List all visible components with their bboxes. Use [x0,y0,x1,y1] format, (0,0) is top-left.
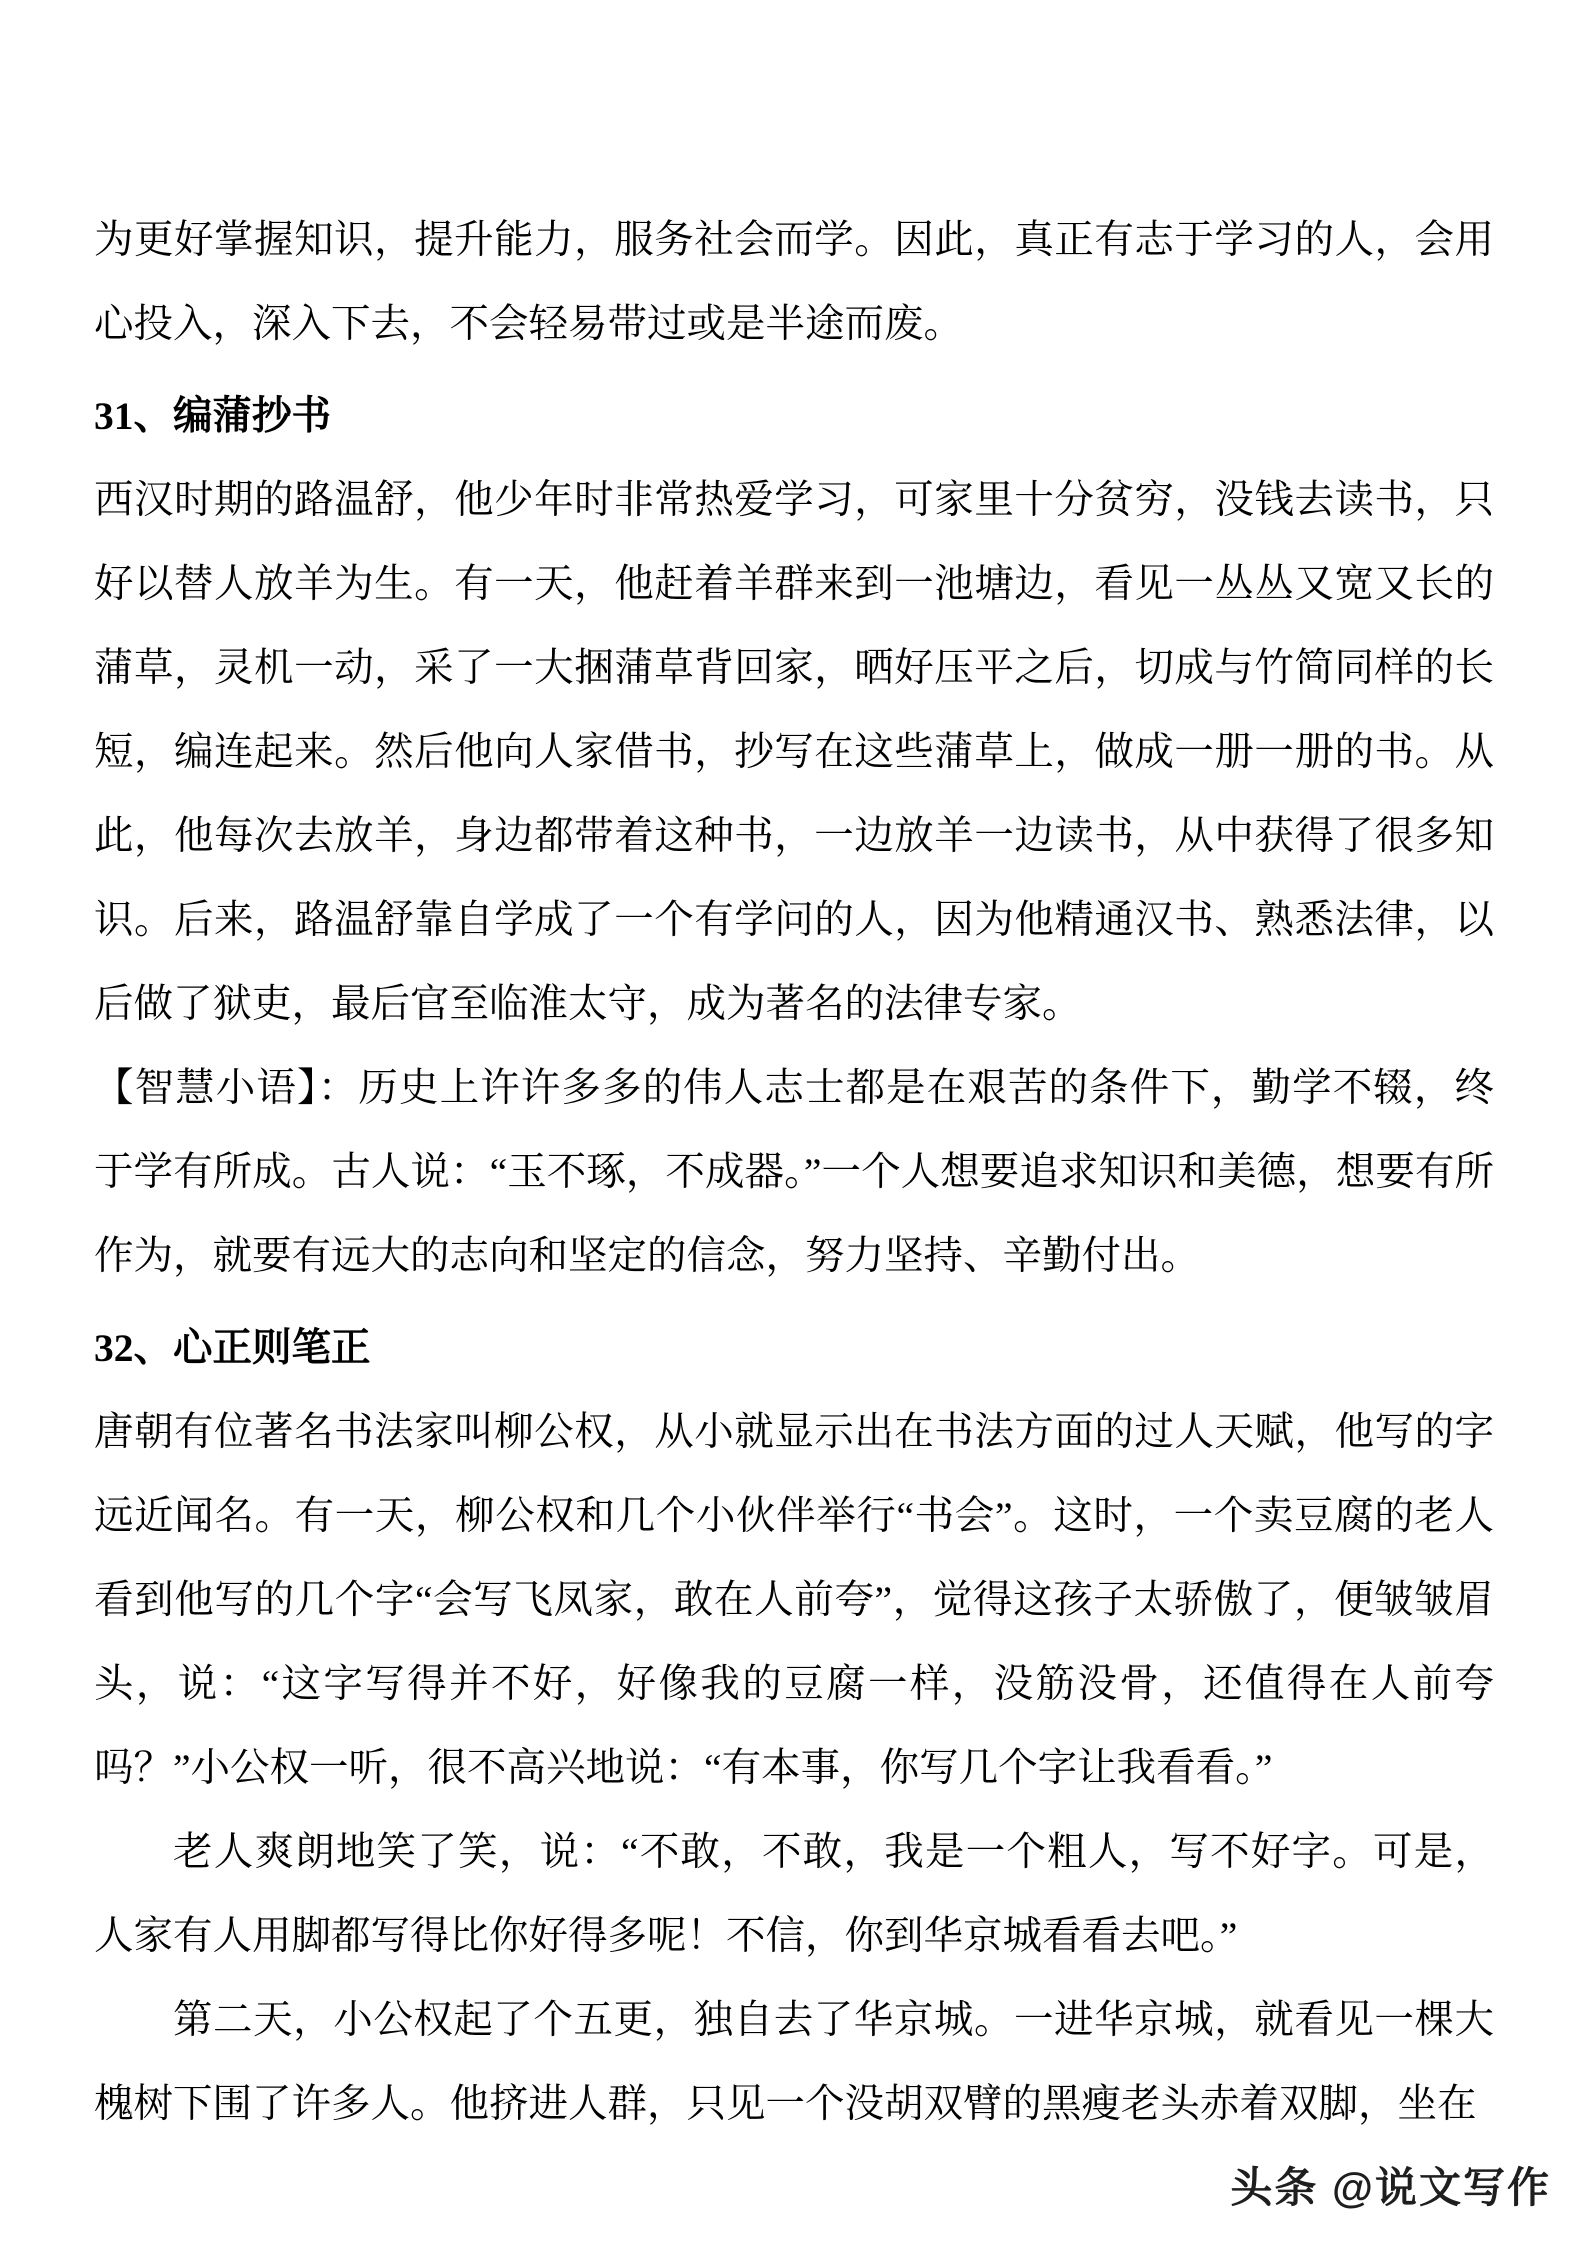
section-heading: 32、心正则笔正 [94,1326,371,1370]
section-heading: 31、编蒲抄书 [94,394,331,438]
paragraph: 为更好掌握知识，提升能力，服务社会而学。因此，真正有志于学习的人，会用心投入，深入下去，不会轻易带过或是半途而废。 [94,218,1494,346]
document-body [94,198,1494,2146]
paragraph: 【智慧小语】：历史上许许多多的伟人志士都是在艰苦的条件下，勤学不辍，终于学有所成。古人说：“玉不琢，不成器。”一个人想要追求知识和美德，想要有所作为，就要有远大的志向和坚定的信念，努力坚持、辛勤付出。 [94,1066,1494,1278]
paragraph: 老人爽朗地笑了笑，说：“不敢，不敢，我是一个粗人，写不好字。可是，人家有人用脚都写得比你好得多呢！不信，你到华京城看看去吧。” [94,1830,1494,1958]
watermark-text: 头条 @说文写作 [1230,2164,1551,2211]
paragraph: 西汉时期的路温舒，他少年时非常热爱学习，可家里十分贫穷，没钱去读书，只好以替人放羊为生。有一天，他赶着羊群来到一池塘边，看见一丛丛又宽又长的蒲草，灵机一动，采了一大捆蒲草背回家，晒好压平之后，切成与竹简同样的长短，编连起来。然后他向人家借书，抄写在这些蒲草上，做成一册一册的书。从此，他每次去放羊，身边都带着这种书，一边放羊一边读书，从中获得了很多知识。后来，路温舒靠自学成了一个有学问的人，因为他精通汉书、熟悉法律，以后做了狱吏，最后官至临淮太守，成为著名的法律专家。 [94,478,1494,1026]
paragraph: 第二天，小公权起了个五更，独自去了华京城。一进华京城，就看见一棵大槐树下围了许多人。他挤进人群，只见一个没胡双臂的黑瘦老头赤着双脚，坐在 [94,1998,1494,2126]
paragraph: 唐朝有位著名书法家叫柳公权，从小就显示出在书法方面的过人天赋，他写的字远近闻名。有一天，柳公权和几个小伙伴举行“书会”。这时，一个卖豆腐的老人看到他写的几个字“会写飞凤家，敢在人前夸”，觉得这孩子太骄傲了，便皱皱眉头，说：“这字写得并不好，好像我的豆腐一样，没筋没骨，还值得在人前夸吗？”小公权一听，很不高兴地说：“有本事，你写几个字让我看看。” [94,1410,1494,1790]
